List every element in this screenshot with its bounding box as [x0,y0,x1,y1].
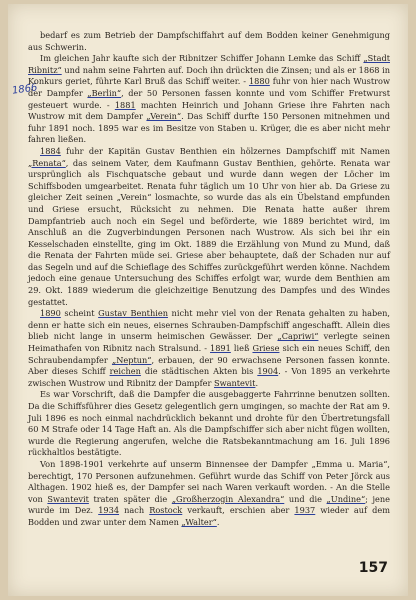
text-segment: Es war Vorschrift, daß die Dampfer die ausgebaggerte Fahrrinne benutzen sollten. Da die Schiffsführer dies Gesetz gelegentlich gern umgingen, so machte der Rat am 9. Juli 1896 es noch einmal nachdrücklich bekannt und drohte für den Übertretungsfall 60 M Strafe oder 14 Tage Haft an. Als die Dampfschiffer sich aber nicht fügen wollten, wurde die Regierung angerufen, welche die Ratsbekanntmachung am 16. Juli 1896 rückhaltlos bestätigte. [28,389,390,458]
underlined-text: 1880 [248,76,270,87]
text-segment: fuhr der Kapitän Gustav Benthien ein hölzernes Dampfschiff mit Namen [60,145,390,156]
paragraph [28,146,390,308]
paragraph [28,389,390,459]
book-page [8,4,408,596]
text-segment: . [255,377,259,388]
underlined-text: 1890 [40,308,61,319]
text-segment: verkauft, erschien aber [182,505,295,516]
underlined-text: Rostock [149,505,183,516]
underlined-text: Swantevit [213,377,256,388]
underlined-text: 1881 [114,99,136,110]
text-segment: , das seinem Vater, dem Kaufmann Gustav Benthien, gehörte. Renata war ursprünglich als Fischquatsche gebaut und wurde dann wegen der Löcher im Schiffsboden umgearbeitet. Renata fuhr täglich um 10 Uhr von hier ab. Da Griese zu gleicher Zeit seinen „Verein“ losmachte, so wurde das als ein Übelstand empfunden und Griese ersucht, Rücksicht zu nehmen. Die Renata hatte außer ihrem Dampfantrieb auch noch ein Segel und beförderte, wie 1889 berichtet wird, im Anschluß an die Zugverbindungen Personen nach Wustrow. Als sich bei ihr ein Kesselschaden einstellte, ging im Okt. 1889 die Erzählung von Mund zu Mund, daß die Renata der Fahrten müde sei. Griese aber behauptete, daß der Schaden nur auf das Segeln und auf die Schieflage des Schiffes zurückgeführt werden könne. Nachdem jedoch eine genaue Untersuchung des Schiffes erfolgt war, wurde dem Benthien am 29. Okt. 1889 wiederum die gleichzeitige Benutzung des Dampfes und des Windes gestattet. [28,157,390,307]
underlined-text: Swantevit [47,493,89,504]
underlined-text: „Capriwi“ [277,331,319,342]
text-segment: wieder auf dem Bodden und zwar unter dem Namen [28,505,390,527]
underlined-text: „Undine“ [326,493,366,504]
underlined-text: „Neptun“ [111,354,152,365]
text-segment: und nahm seine Fahrten auf. Doch ihn drückten die Zinsen; und als er 1868 in Konkurs geriet, führte Karl Bruß das Schiff weiter. - [28,64,390,87]
text-segment: machten Heinrich und Johann Griese ihre Fahrten nach Wustrow mit dem Dampfer [28,99,390,122]
text-segment: nach [119,505,150,516]
underlined-text: 1884 [40,145,61,156]
text-segment: ließ [230,343,253,354]
page-number: 157 [358,560,388,576]
underlined-text: 1937 [294,505,316,516]
text-segment: . - Von 1895 an verkehrte zwischen Wustrow und Ribnitz der Dampfer [28,366,391,388]
paragraph [28,308,390,389]
underlined-text: „Verein“ [146,111,182,122]
handwritten-margin-note: 1866 [11,82,39,97]
underlined-text: Gustav Benthien [98,308,168,319]
text-segment: , erbauen, der 90 erwachsene Personen fassen konnte. Aber dieses Schiff [28,354,390,377]
text-segment: , der 50 Personen fassen konnte und vom Schiffer Fretwurst gesteuert wurde. - [28,87,390,110]
underlined-text: 1904 [257,366,279,377]
underlined-text: „Großherzogin Alexandra“ [171,493,285,504]
underlined-text: reichen [109,366,141,377]
underlined-text: 1934 [98,505,120,516]
text-segment: . Das Schiff durfte 150 Personen mitnehmen und fuhr 1891 noch. 1895 war es im Besitze von Staben u. Krüger, die es aber nicht mehr fahren ließen. [28,111,391,145]
text-segment: . [216,516,220,527]
text-segment: die städtischen Akten bis [140,366,258,377]
text-segment: Von 1898-1901 verkehrte auf unserm Binnensee der Dampfer „Emma u. Maria“, berechtigt, 170 Personen aufzunehmen. Geführt wurde das Schiff von Peter Jörck aus Althagen. 1902 hieß es, der Dampfer sei nach Waren verkauft worden. - An die Stelle von [28,458,390,504]
underlined-text: Griese [252,343,280,354]
text-segment: sich ein neues Schiff, den Schraubendampfer [28,343,390,365]
paragraph [28,459,390,529]
underlined-text: „Renata“ [28,157,66,168]
text-segment: nicht mehr viel von der Renata gehalten zu haben, denn er hatte sich ein neues, eisernes Schrauben-Dampfschiff angeschafft. Allein dies blieb nicht lange in unserm heimischen Gewässer. Der [28,308,390,342]
text-segment: ; jene wurde im Dez. [28,493,390,516]
underlined-text: „Walter“ [181,516,217,527]
text-segment: verlegte seinen Heimathafen von Ribnitz nach Stralsund. - [28,331,390,354]
paragraph [28,53,390,146]
underlined-text: 1891 [210,343,231,354]
underlined-text: „Stadt Ribnitz“ [28,53,390,75]
paragraph [28,30,390,53]
text-segment: Im gleichen Jahr kaufte sich der Ribnitzer Schiffer Johann Lemke das Schiff [40,53,364,64]
underlined-text: „Berlin“ [87,87,122,98]
body-text [28,30,390,529]
text-segment: und die [284,493,327,504]
text-segment: bedarf es zum Betrieb der Dampfschiffahrt auf dem Bodden keiner Genehmigung aus Schwerin. [28,30,390,52]
text-segment: scheint [60,308,99,319]
text-segment: fuhr von hier nach Wustrow der Dampfer [28,76,390,98]
text-segment: traten später die [88,493,172,504]
